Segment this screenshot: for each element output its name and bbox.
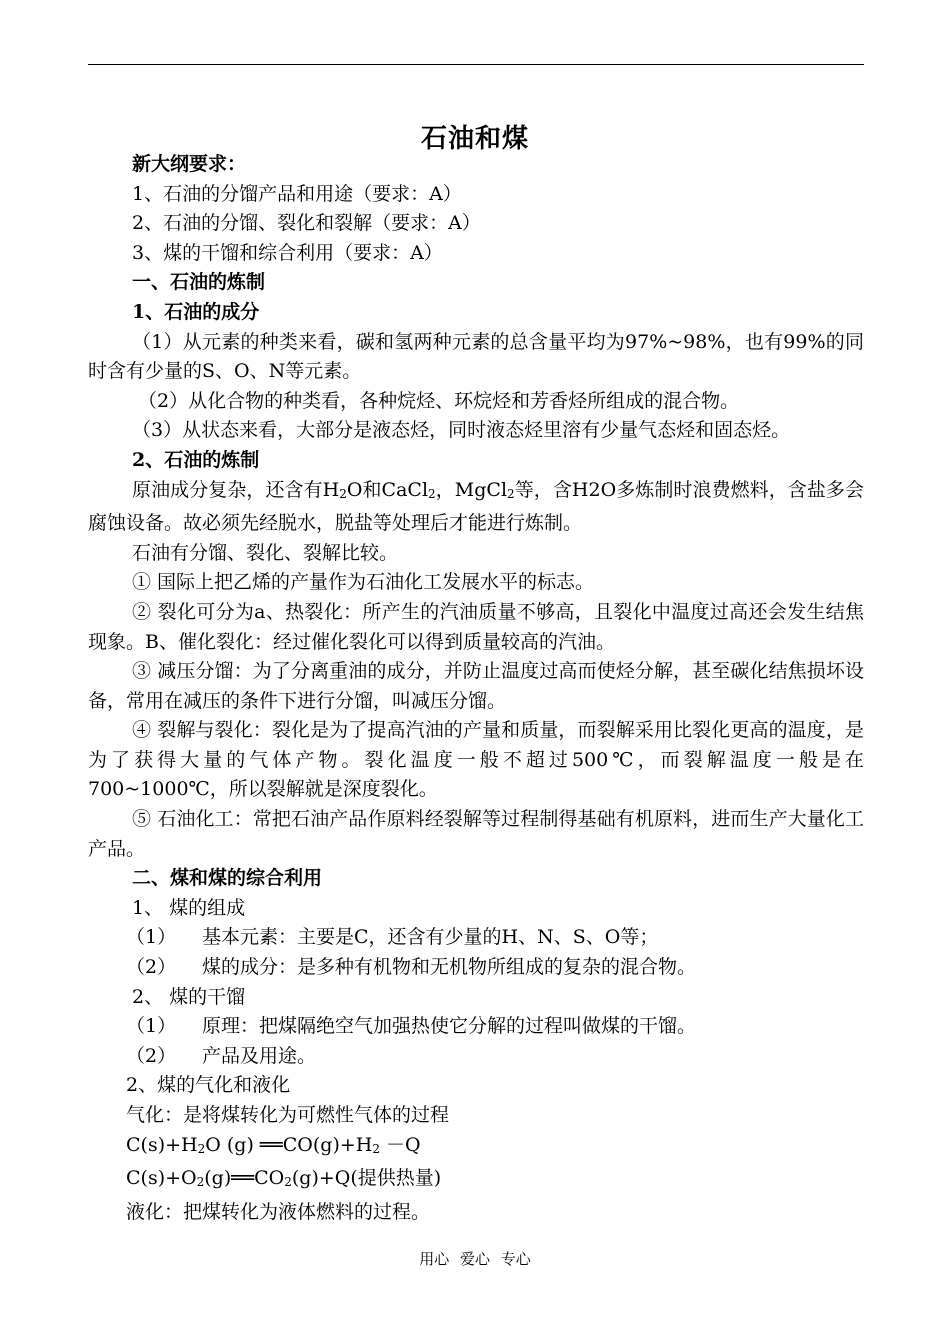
- coal-gasification-heading: 2、煤的气化和液化: [126, 1074, 291, 1097]
- document-body: [88, 150, 864, 1227]
- composition-paragraph-2: （2）从化合物的种类看，各种烷烃、环烷烃和芳香烃所组成的混合物。: [138, 389, 740, 412]
- liquefaction-definition: 液化：把煤转化为液体燃料的过程。: [126, 1200, 431, 1223]
- refining-paragraph-2: 石油有分馏、裂化、裂解比较。: [132, 541, 399, 564]
- composition-paragraph-3: （3）从状态来看，大部分是液态烃，同时液态烃里溶有少量气态烃和固态烃。: [132, 419, 791, 442]
- header-rule: [88, 64, 864, 65]
- coal-composition-heading: 1、 煤的组成: [132, 896, 246, 919]
- syllabus-item-3: 3、煤的干馏和综合利用（要求：A）: [132, 241, 443, 264]
- syllabus-item-2: 2、石油的分馏、裂化和裂解（要求：A）: [132, 212, 481, 235]
- refining-item-2: ② 裂化可分为a、热裂化：所产生的汽油质量不够高，且裂化中温度过高还会发生结焦现象。B、催化裂化：经过催化裂化可以得到质量较高的汽油。: [88, 600, 864, 653]
- coal-composition-item-1: （1） 基本元素：主要是C，还含有少量的H、N、S、O等；: [126, 926, 659, 949]
- refining-item-4: ④ 裂解与裂化：裂化是为了提高汽油的产量和质量，而裂解采用比裂化更高的温度，是为了获得大量的气体产物。裂化温度一般不超过500℃，而裂解温度一般是在700~1000℃，所以裂解就是深度裂化。: [88, 719, 864, 801]
- refining-item-3: ③ 减压分馏：为了分离重油的成分，并防止温度过高而使烃分解，甚至碳化结焦损坏设备，常用在减压的条件下进行分馏，叫减压分馏。: [88, 660, 864, 712]
- page-footer: 用心 爱心 专心: [419, 1250, 531, 1268]
- refining-item-5: ⑤ 石油化工：常把石油产品作原料经裂解等过程制得基础有机原料，进而生产大量化工产品。: [88, 808, 864, 860]
- gasification-definition: 气化：是将煤转化为可燃性气体的过程: [126, 1104, 450, 1126]
- gasification-equation-1: C(s)+H2O (g) ══CO(g)+H2 －Q: [126, 1133, 421, 1156]
- section-1-2-heading: 2、石油的炼制: [132, 448, 260, 471]
- section-2-heading: 二、煤和煤的综合利用: [132, 867, 323, 890]
- refining-item-1: ① 国际上把乙烯的产量作为石油化工发展水平的标志。: [132, 571, 595, 594]
- section-1-1-heading: 1、石油的成分: [132, 300, 260, 323]
- coal-distillation-heading: 2、 煤的干馏: [132, 985, 246, 1008]
- page-title: 石油和煤: [420, 124, 529, 154]
- section-1-heading: 一、石油的炼制: [132, 271, 266, 294]
- composition-paragraph-1: （1）从元素的种类来看，碳和氢两种元素的总含量平均为97%~98%，也有99%的同时含有少量的S、O、N等元素。: [88, 330, 864, 383]
- coal-composition-item-2: （2） 煤的成分：是多种有机物和无机物所组成的复杂的混合物。: [126, 956, 697, 979]
- coal-distillation-item-1: （1） 原理：把煤隔绝空气加强热使它分解的过程叫做煤的干馏。: [126, 1015, 697, 1038]
- refining-paragraph-1: 原油成分复杂，还含有H2O和CaCl2，MgCl2等，含H2O多炼制时浪费燃料，含盐多会腐蚀设备。故必须先经脱水，脱盐等处理后才能进行炼制。: [88, 478, 864, 535]
- syllabus-item-1: 1、石油的分馏产品和用途（要求：A）: [132, 182, 462, 205]
- coal-distillation-item-2: （2） 产品及用途。: [126, 1044, 317, 1067]
- gasification-equation-2: C(s)+O2(g)══CO2(g)+Q(提供热量): [126, 1167, 442, 1190]
- syllabus-heading: 新大纲要求：: [132, 153, 247, 175]
